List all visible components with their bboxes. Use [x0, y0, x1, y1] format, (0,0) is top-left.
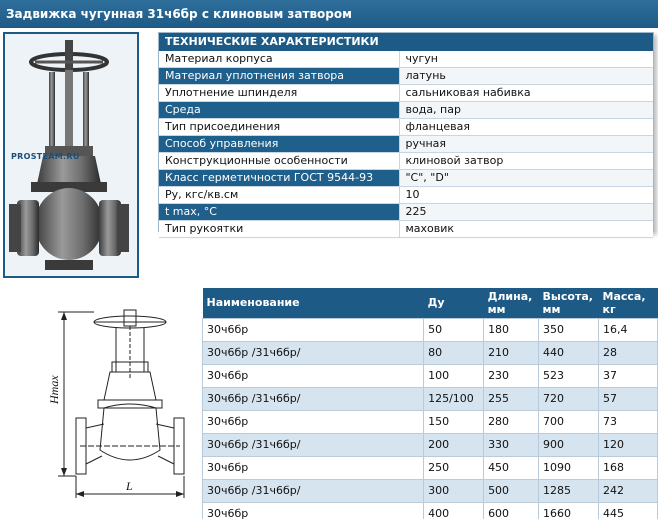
spec-value: ручная [399, 136, 653, 153]
spec-label: Тип рукоятки [159, 221, 399, 238]
sizes-table [202, 288, 658, 519]
spec-label: Ру, кгс/кв.см [159, 187, 399, 204]
cell-mass: 120 [599, 433, 658, 456]
spec-value: маховик [399, 221, 653, 238]
spec-value: латунь [399, 68, 653, 85]
cell-mass: 16,4 [599, 318, 658, 341]
col-name-header: Наименование [203, 288, 424, 318]
spec-label: t max, °С [159, 204, 399, 221]
length-label: L [126, 479, 133, 493]
table-row [203, 318, 658, 341]
spec-value: фланцевая [399, 119, 653, 136]
spec-value: вода, пар [399, 102, 653, 119]
spec-row [159, 119, 653, 136]
table-row [203, 502, 658, 519]
cell-length: 330 [484, 433, 539, 456]
table-row [203, 410, 658, 433]
spec-label: Конструкционные особенности [159, 153, 399, 170]
cell-name: 30ч6бр /31ч6бр/ [203, 387, 424, 410]
spec-value: клиновой затвор [399, 153, 653, 170]
table-row [203, 341, 658, 364]
sizes-header-row [203, 288, 658, 318]
cell-dn: 50 [424, 318, 484, 341]
cell-dn: 80 [424, 341, 484, 364]
cell-length: 180 [484, 318, 539, 341]
cell-height: 900 [539, 433, 599, 456]
cell-length: 255 [484, 387, 539, 410]
dimension-drawing [40, 300, 200, 510]
cell-dn: 200 [424, 433, 484, 456]
cell-mass: 28 [599, 341, 658, 364]
col-length-header: Длина, мм [484, 288, 539, 318]
cell-length: 280 [484, 410, 539, 433]
cell-height: 1090 [539, 456, 599, 479]
cell-height: 440 [539, 341, 599, 364]
spec-row [159, 170, 653, 187]
cell-dn: 400 [424, 502, 484, 519]
cell-dn: 100 [424, 364, 484, 387]
col-height-header: Высота, мм [539, 288, 599, 318]
cell-dn: 150 [424, 410, 484, 433]
cell-length: 500 [484, 479, 539, 502]
cell-height: 523 [539, 364, 599, 387]
cell-length: 450 [484, 456, 539, 479]
cell-length: 230 [484, 364, 539, 387]
spec-row [159, 136, 653, 153]
cell-mass: 168 [599, 456, 658, 479]
spec-value: "C", "D" [399, 170, 653, 187]
spec-value: 225 [399, 204, 653, 221]
page-title: Задвижка чугунная 31ч6бр с клиновым затвором [0, 0, 658, 28]
spec-row [159, 85, 653, 102]
cell-name: 30ч6бр /31ч6бр/ [203, 479, 424, 502]
table-row [203, 433, 658, 456]
spec-row [159, 204, 653, 221]
col-mass-header: Масса, кг [599, 288, 658, 318]
spec-label: Материал корпуса [159, 51, 399, 68]
cell-dn: 250 [424, 456, 484, 479]
cell-height: 720 [539, 387, 599, 410]
spec-row [159, 102, 653, 119]
valve-photo [3, 32, 139, 278]
spec-value: чугун [399, 51, 653, 68]
spec-label: Класс герметичности ГОСТ 9544-93 [159, 170, 399, 187]
spec-label: Уплотнение шпинделя [159, 85, 399, 102]
spec-label: Способ управления [159, 136, 399, 153]
spec-label: Среда [159, 102, 399, 119]
specs-header: ТЕХНИЧЕСКИЕ ХАРАКТЕРИСТИКИ [159, 33, 653, 51]
cell-name: 30ч6бр /31ч6бр/ [203, 341, 424, 364]
cell-height: 1285 [539, 479, 599, 502]
spec-row [159, 51, 653, 68]
cell-name: 30ч6бр [203, 364, 424, 387]
cell-mass: 445 [599, 502, 658, 519]
cell-name: 30ч6бр [203, 410, 424, 433]
watermark-text: PROSTEAM.RU [11, 152, 80, 161]
cell-height: 700 [539, 410, 599, 433]
col-dn-header: Ду [424, 288, 484, 318]
cell-mass: 57 [599, 387, 658, 410]
spec-value: сальниковая набивка [399, 85, 653, 102]
table-row [203, 364, 658, 387]
cell-dn: 300 [424, 479, 484, 502]
spec-row [159, 221, 653, 238]
height-label: Hmax [47, 375, 61, 404]
spec-row [159, 68, 653, 85]
cell-name: 30ч6бр [203, 456, 424, 479]
table-row [203, 456, 658, 479]
spec-label: Материал уплотнения затвора [159, 68, 399, 85]
cell-height: 350 [539, 318, 599, 341]
cell-mass: 242 [599, 479, 658, 502]
spec-row [159, 187, 653, 204]
specs-table [158, 32, 654, 235]
table-row [203, 387, 658, 410]
cell-dn: 125/100 [424, 387, 484, 410]
spec-row [159, 153, 653, 170]
cell-name: 30ч6бр [203, 318, 424, 341]
cell-length: 600 [484, 502, 539, 519]
cell-mass: 73 [599, 410, 658, 433]
cell-height: 1660 [539, 502, 599, 519]
spec-value: 10 [399, 187, 653, 204]
cell-name: 30ч6бр /31ч6бр/ [203, 433, 424, 456]
table-row [203, 479, 658, 502]
spec-label: Тип присоединения [159, 119, 399, 136]
cell-mass: 37 [599, 364, 658, 387]
cell-name: 30ч6бр [203, 502, 424, 519]
cell-length: 210 [484, 341, 539, 364]
